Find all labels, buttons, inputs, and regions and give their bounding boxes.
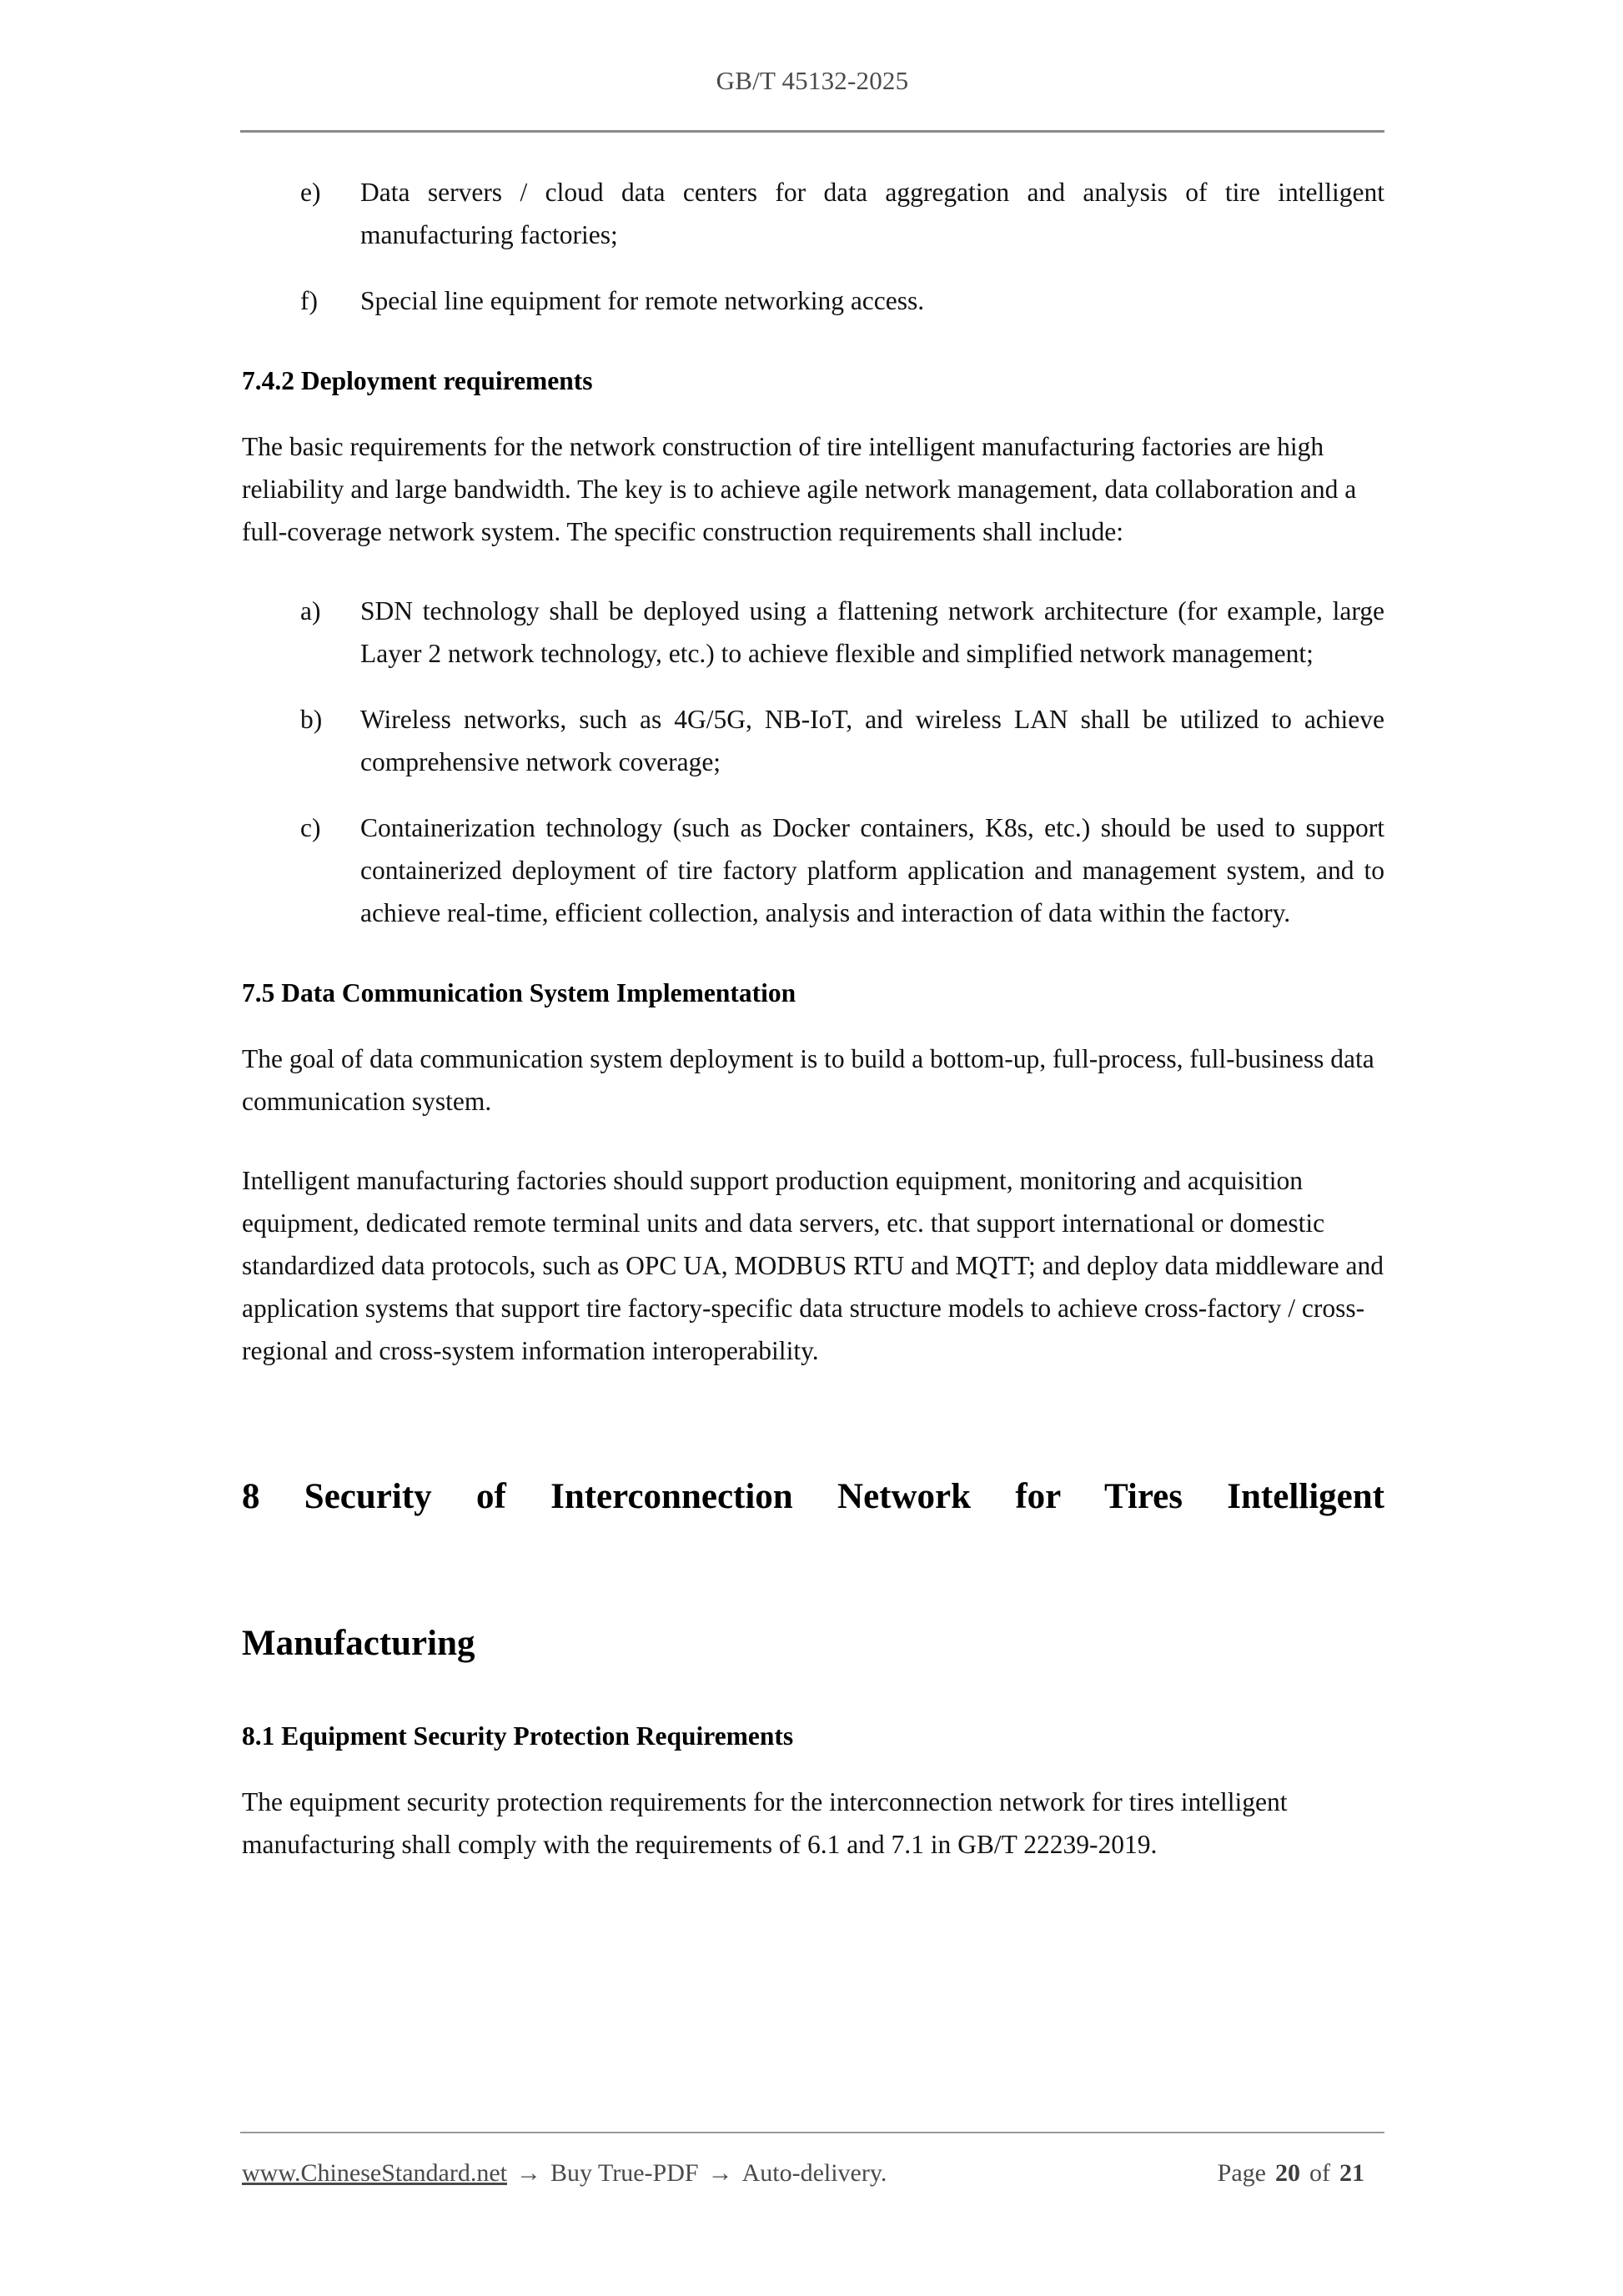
paragraph-7-5-factories: Intelligent manufacturing factories should support production equipment, monitoring and acquisition equipment, dedicated remote terminal units and data servers, etc. that support international or domestic standardized data protocols, such as OPC UA, MODBUS RTU and MQTT; and deploy data middleware and application systems that support tire factory-specific data structure models to achieve cross-factory / cross-regional and cross-system information interoperability.: [242, 1166, 1384, 1365]
heading-7-4-2: 7.4.2 Deployment requirements: [242, 366, 593, 395]
spacer: [242, 322, 1384, 337]
list-item-text: Containerization technology (such as Docker containers, K8s, etc.) should be used to support containerized deployment of tire factory platform application and management system, and to achieve real-time, efficient collection, analysis and interaction of data within the factory.: [360, 813, 1384, 927]
heading-8-1: 8.1 Equipment Security Protection Requirements: [242, 1721, 794, 1751]
delivery-label: Auto-delivery.: [741, 2159, 887, 2187]
current-page-number: 20: [1275, 2159, 1300, 2187]
deployment-requirements-list: [242, 590, 1384, 934]
paragraph-7-4-2-intro: The basic requirements for the network construction of tire intelligent manufacturing factories are high reliability and large bandwidth. The key is to achieve agile network management, data collaboration and a full-coverage network system. The specific construction requirements shall include:: [242, 432, 1357, 546]
heading-7-5: 7.5 Data Communication System Implementation: [242, 978, 796, 1007]
list-item-text: Wireless networks, such as 4G/5G, NB-IoT, and wireless LAN shall be utilized to achieve comprehensive network coverage;: [360, 705, 1384, 776]
website-link[interactable]: www.ChineseStandard.net: [242, 2159, 507, 2187]
total-page-number: 21: [1339, 2159, 1364, 2187]
list-marker: a): [300, 596, 321, 625]
of-label: of: [1309, 2159, 1330, 2187]
page-indicator: [1218, 2155, 1364, 2192]
spacer: [242, 934, 1384, 949]
list-marker: e): [300, 178, 321, 207]
arrow-right-icon: →: [516, 2159, 541, 2187]
list-marker: c): [300, 813, 321, 842]
list-marker: f): [300, 286, 318, 315]
footer-divider: [240, 2132, 1384, 2133]
heading-section-8-line-1: 8 Security of Interconnection Network for Tires Intelligent: [242, 1477, 1384, 1516]
arrow-right-icon: →: [707, 2159, 733, 2187]
page-header: [240, 65, 1384, 96]
spacer: [242, 1394, 1384, 1422]
list-item-text: SDN technology shall be deployed using a flattening network architecture (for example, large Layer 2 network technology, etc.) to achieve flexible and simplified network management;: [360, 596, 1384, 668]
page-footer: [242, 2155, 1384, 2192]
list-item: [242, 590, 1384, 675]
footer-promo: [242, 2155, 887, 2192]
top-continuation-list: [242, 171, 1384, 322]
list-item: [242, 806, 1384, 934]
standard-number: GB/T 45132-2025: [716, 66, 909, 95]
list-item-text: Special line equipment for remote networking access.: [360, 286, 925, 315]
list-item: [242, 698, 1384, 783]
buy-label: Buy True-PDF: [550, 2159, 699, 2187]
heading-section-8-line-2: Manufacturing: [242, 1624, 475, 1663]
list-item-text: Data servers / cloud data centers for data aggregation and analysis of tire intelligent manufacturing factories;: [360, 178, 1384, 249]
paragraph-8-1: The equipment security protection requirements for the interconnection network for tires intelligent manufacturing shall comply with the requirements of 6.1 and 7.1 in GB/T 22239-2019.: [242, 1787, 1288, 1859]
header-divider: [240, 130, 1384, 133]
spacer: [242, 575, 1384, 590]
list-marker: b): [300, 705, 323, 734]
page-content: [242, 171, 1384, 1887]
paragraph-7-5-goal: The goal of data communication system deployment is to build a bottom-up, full-process, full-business data communication system.: [242, 1044, 1374, 1116]
list-item: [242, 279, 1384, 322]
page-label: Page: [1217, 2159, 1266, 2187]
spacer: [242, 1144, 1384, 1159]
heading-section-8: [242, 1460, 1384, 1681]
list-item: [242, 171, 1384, 256]
